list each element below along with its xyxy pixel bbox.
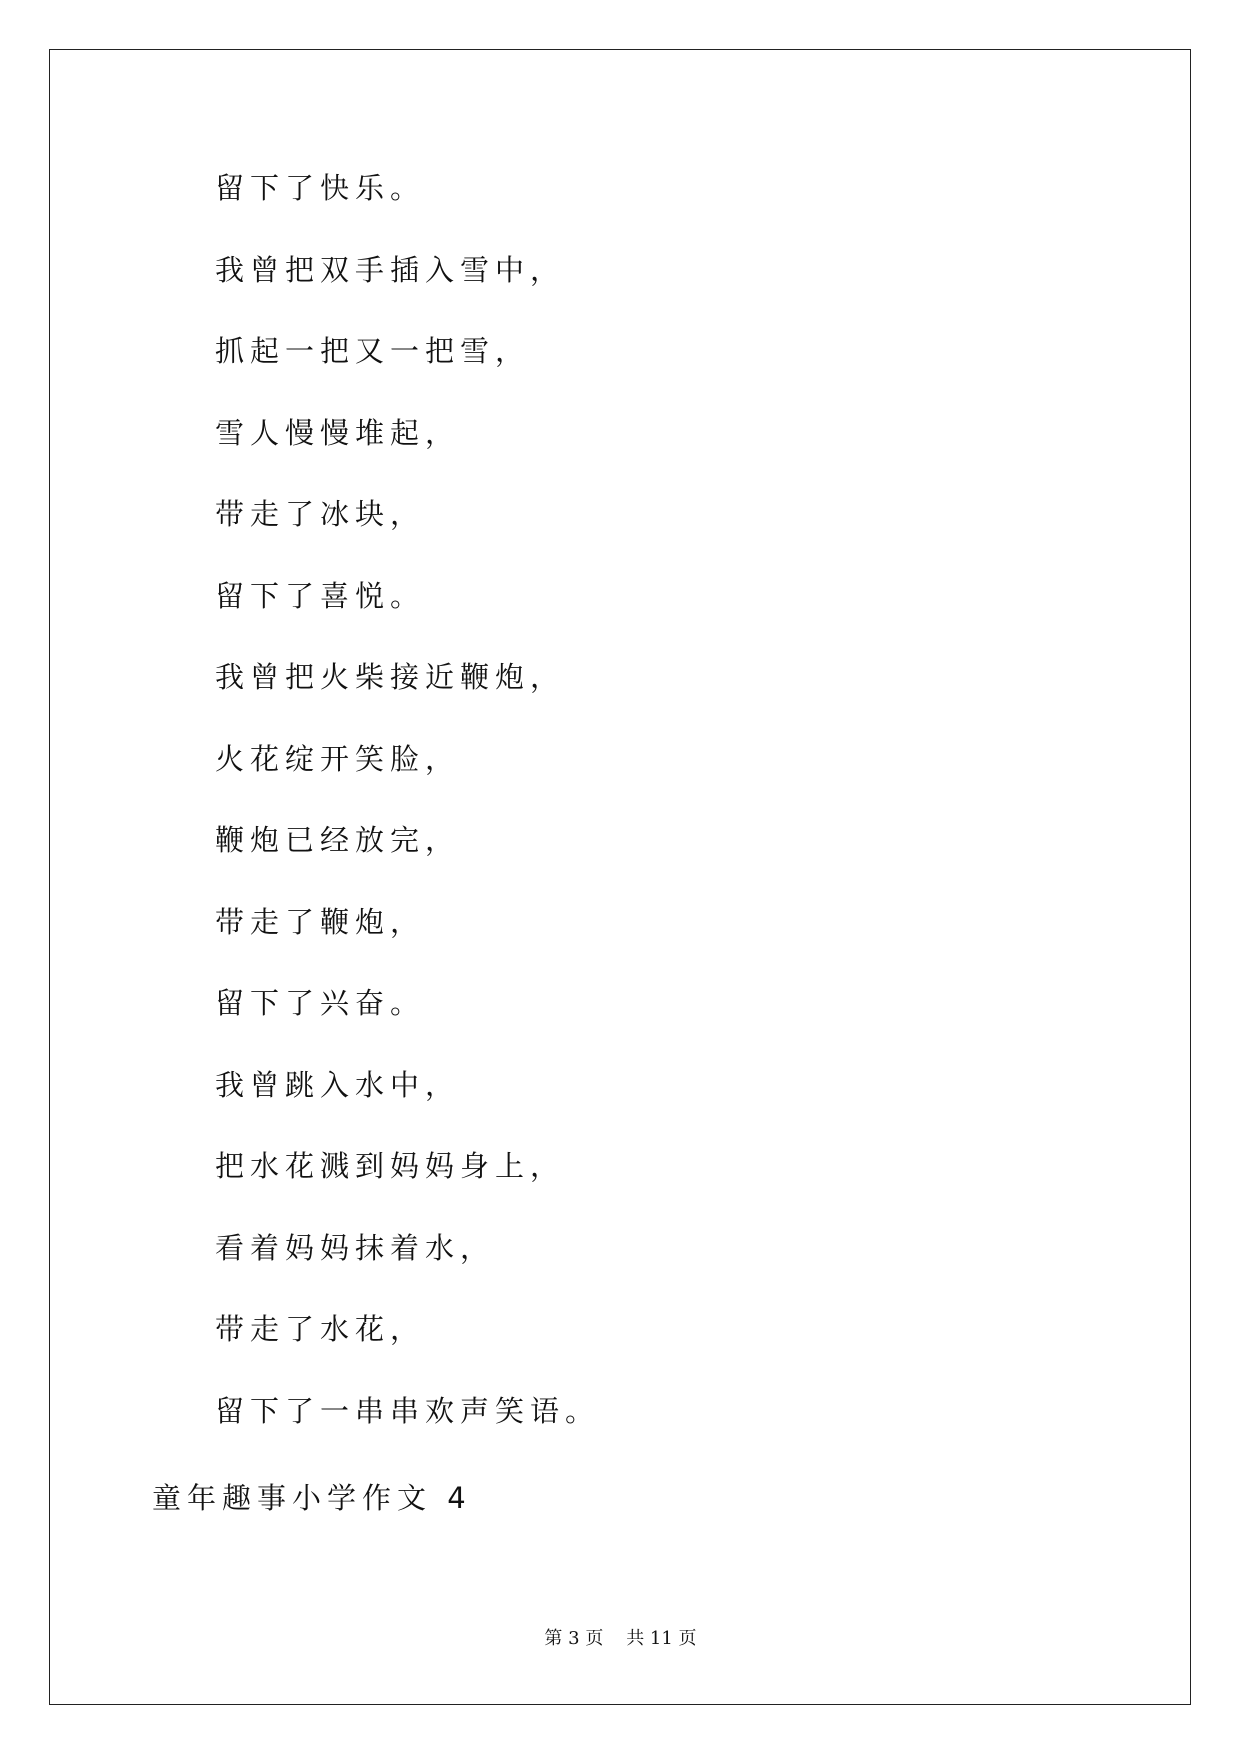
poem-line: 带走了冰块， [215, 497, 426, 531]
poem-line: 雪人慢慢堆起， [215, 415, 461, 450]
poem-line: 带走了鞭炮， [215, 904, 426, 939]
poem-line: 看着妈妈抹着水， [215, 1230, 496, 1265]
poem-line: 留下了兴奋。 [215, 986, 426, 1020]
poem-line: 留下了喜悦。 [215, 578, 426, 613]
page-number-footer: 第 3 页 共 11 页 [544, 1628, 697, 1649]
poem-line: 把水花溅到妈妈身上， [215, 1149, 566, 1183]
poem-line: 鞭炮已经放完， [215, 823, 461, 857]
poem-line: 带走了水花， [215, 1312, 426, 1346]
section-heading: 童年趣事小学作文 4 [152, 1481, 472, 1515]
poem-line: 留下了快乐。 [215, 171, 426, 205]
poem-line: 抓起一把又一把雪， [215, 334, 531, 368]
poem-line: 留下了一串串欢声笑语。 [215, 1393, 601, 1428]
poem-line: 我曾把双手插入雪中， [215, 252, 566, 287]
poem-line: 我曾跳入水中， [215, 1067, 461, 1102]
poem-line: 我曾把火柴接近鞭炮， [215, 660, 566, 694]
poem-body [215, 170, 600, 1474]
poem-line: 火花绽开笑脸， [215, 741, 461, 776]
